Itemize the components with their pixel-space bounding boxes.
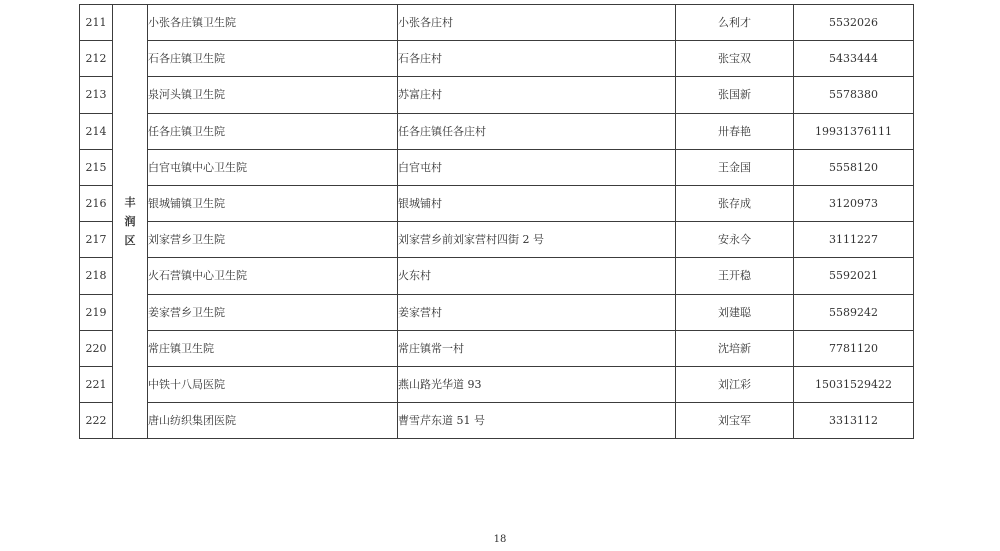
hospital-name: 小张各庄镇卫生院 — [148, 5, 398, 41]
row-number: 216 — [80, 185, 113, 221]
hospital-table — [79, 4, 914, 439]
contact-person: 刘江彩 — [676, 366, 794, 402]
contact-person: 卅春艳 — [676, 113, 794, 149]
district-char: 润 — [124, 215, 136, 229]
district-cell — [113, 5, 148, 439]
hospital-address: 燕山路光华道 93 — [398, 366, 676, 402]
contact-person: 张国新 — [676, 77, 794, 113]
contact-person: 么利才 — [676, 5, 794, 41]
table-row — [80, 113, 914, 149]
row-number: 218 — [80, 258, 113, 294]
hospital-address: 任各庄镇任各庄村 — [398, 113, 676, 149]
contact-phone: 15031529422 — [794, 366, 914, 402]
table-row — [80, 77, 914, 113]
contact-phone: 19931376111 — [794, 113, 914, 149]
row-number: 222 — [80, 403, 113, 439]
hospital-address: 姜家营村 — [398, 294, 676, 330]
row-number: 217 — [80, 222, 113, 258]
row-number: 214 — [80, 113, 113, 149]
contact-phone: 7781120 — [794, 330, 914, 366]
district-char: 丰 — [124, 196, 136, 210]
contact-phone: 3120973 — [794, 185, 914, 221]
contact-person: 刘建聪 — [676, 294, 794, 330]
hospital-name: 白官屯镇中心卫生院 — [148, 149, 398, 185]
hospital-name: 银城铺镇卫生院 — [148, 185, 398, 221]
hospital-name: 任各庄镇卫生院 — [148, 113, 398, 149]
contact-person: 张存成 — [676, 185, 794, 221]
hospital-name: 常庄镇卫生院 — [148, 330, 398, 366]
contact-person: 安永今 — [676, 222, 794, 258]
row-number: 221 — [80, 366, 113, 402]
contact-person: 王开稳 — [676, 258, 794, 294]
district-char: 区 — [124, 234, 136, 248]
row-number: 215 — [80, 149, 113, 185]
table-body — [80, 5, 914, 439]
hospital-address: 白官屯村 — [398, 149, 676, 185]
table-row — [80, 185, 914, 221]
table-row — [80, 366, 914, 402]
contact-phone: 5433444 — [794, 41, 914, 77]
table-row — [80, 330, 914, 366]
contact-phone: 5558120 — [794, 149, 914, 185]
contact-phone: 5592021 — [794, 258, 914, 294]
hospital-name: 唐山纺织集团医院 — [148, 403, 398, 439]
table-row — [80, 5, 914, 41]
hospital-address: 火东村 — [398, 258, 676, 294]
hospital-address: 曹雪芹东道 51 号 — [398, 403, 676, 439]
contact-phone: 5589242 — [794, 294, 914, 330]
table-row — [80, 258, 914, 294]
hospital-name: 石各庄镇卫生院 — [148, 41, 398, 77]
hospital-address: 刘家营乡前刘家营村四街 2 号 — [398, 222, 676, 258]
row-number: 213 — [80, 77, 113, 113]
contact-person: 刘宝军 — [676, 403, 794, 439]
contact-person: 张宝双 — [676, 41, 794, 77]
hospital-name: 火石营镇中心卫生院 — [148, 258, 398, 294]
page-number: 18 — [493, 534, 507, 545]
table-row — [80, 41, 914, 77]
row-number: 212 — [80, 41, 113, 77]
contact-phone: 3313112 — [794, 403, 914, 439]
hospital-address: 银城铺村 — [398, 185, 676, 221]
hospital-name: 刘家营乡卫生院 — [148, 222, 398, 258]
row-number: 220 — [80, 330, 113, 366]
row-number: 211 — [80, 5, 113, 41]
hospital-address: 小张各庄村 — [398, 5, 676, 41]
table-row — [80, 294, 914, 330]
row-number: 219 — [80, 294, 113, 330]
hospital-address: 石各庄村 — [398, 41, 676, 77]
hospital-address: 苏富庄村 — [398, 77, 676, 113]
contact-phone: 3111227 — [794, 222, 914, 258]
hospital-address: 常庄镇常一村 — [398, 330, 676, 366]
contact-person: 王金国 — [676, 149, 794, 185]
contact-phone: 5532026 — [794, 5, 914, 41]
hospital-name: 姜家营乡卫生院 — [148, 294, 398, 330]
table-row — [80, 222, 914, 258]
hospital-name: 泉河头镇卫生院 — [148, 77, 398, 113]
table-row — [80, 403, 914, 439]
contact-phone: 5578380 — [794, 77, 914, 113]
contact-person: 沈培新 — [676, 330, 794, 366]
hospital-name: 中铁十八局医院 — [148, 366, 398, 402]
table-row — [80, 149, 914, 185]
